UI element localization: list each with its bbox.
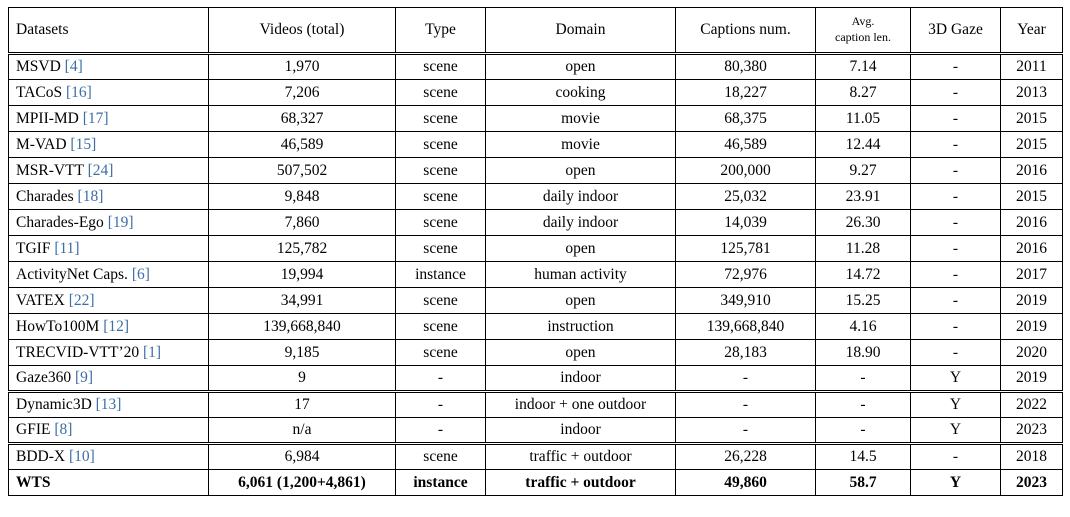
domain-cell: open (486, 340, 676, 366)
videos-cell: 9,185 (209, 340, 396, 366)
citation-link[interactable]: [6] (131, 265, 150, 283)
dataset-name: TGIF (16, 239, 51, 257)
dataset-name: BDD-X (16, 448, 66, 465)
type-cell: scene (396, 444, 486, 470)
citation-link[interactable]: [4] (64, 58, 83, 75)
avg-len-cell: 14.72 (816, 262, 911, 288)
videos-cell: 68,327 (209, 106, 396, 132)
videos-cell: 17 (209, 392, 396, 418)
gaze-cell: - (911, 236, 1001, 262)
domain-cell: traffic + outdoor (486, 444, 676, 470)
dataset-name-cell (9, 106, 209, 132)
year-cell: 2023 (1001, 418, 1063, 444)
gaze-cell: - (911, 184, 1001, 210)
type-cell: instance (396, 470, 486, 496)
column-header-domain: Domain (486, 8, 676, 54)
domain-cell: movie (486, 132, 676, 158)
videos-cell: 46,589 (209, 132, 396, 158)
dataset-name-cell (9, 262, 209, 288)
gaze-cell: Y (911, 366, 1001, 392)
dataset-name: MPII-MD (16, 109, 79, 127)
table-row (9, 470, 1063, 496)
year-cell: 2015 (1001, 184, 1063, 210)
dataset-name: MSVD (16, 58, 61, 75)
avg-len-cell: - (816, 366, 911, 392)
year-cell: 2016 (1001, 236, 1063, 262)
type-cell: - (396, 392, 486, 418)
type-cell: scene (396, 314, 486, 340)
citation-link[interactable]: [15] (70, 135, 97, 153)
avg-len-cell: 58.7 (816, 470, 911, 496)
citation-link[interactable]: [18] (77, 187, 104, 205)
dataset-name-cell (9, 366, 209, 392)
type-cell: scene (396, 158, 486, 184)
gaze-cell: Y (911, 470, 1001, 496)
type-cell: scene (396, 54, 486, 80)
domain-cell: cooking (486, 80, 676, 106)
captions-cell: 139,668,840 (676, 314, 816, 340)
avg-len-cell: - (816, 418, 911, 444)
captions-cell: 28,183 (676, 340, 816, 366)
domain-cell: daily indoor (486, 184, 676, 210)
domain-cell: indoor (486, 418, 676, 444)
dataset-name: M-VAD (16, 135, 67, 153)
avg-len-cell: 23.91 (816, 184, 911, 210)
gaze-cell: - (911, 314, 1001, 340)
videos-cell: 34,991 (209, 288, 396, 314)
videos-cell: 1,970 (209, 54, 396, 80)
citation-link[interactable]: [12] (103, 317, 130, 335)
dataset-name: MSR-VTT (16, 161, 84, 179)
avg-len-cell: 7.14 (816, 54, 911, 80)
captions-cell: - (676, 418, 816, 444)
year-cell: 2019 (1001, 366, 1063, 392)
citation-link[interactable]: [9] (74, 369, 94, 386)
citation-link[interactable]: [11] (54, 239, 80, 257)
avg-len-cell: 12.44 (816, 132, 911, 158)
dataset-name-cell (9, 288, 209, 314)
avg-len-cell: 4.16 (816, 314, 911, 340)
dataset-name-cell (9, 470, 209, 496)
domain-cell: indoor + one outdoor (486, 392, 676, 418)
dataset-name-cell (9, 444, 209, 470)
column-header-captions: Captions num. (676, 8, 816, 54)
gaze-cell: - (911, 210, 1001, 236)
dataset-name-cell (9, 418, 209, 444)
column-header-3d-gaze: 3D Gaze (911, 8, 1001, 54)
type-cell: instance (396, 262, 486, 288)
domain-cell: movie (486, 106, 676, 132)
domain-cell: indoor (486, 366, 676, 392)
dataset-name: TACoS (16, 83, 63, 101)
gaze-cell: Y (911, 418, 1001, 444)
avg-len-cell: 26.30 (816, 210, 911, 236)
table-row (9, 236, 1063, 262)
videos-cell: 19,994 (209, 262, 396, 288)
year-cell: 2011 (1001, 54, 1063, 80)
videos-cell: n/a (209, 418, 396, 444)
captions-cell: 125,781 (676, 236, 816, 262)
videos-cell: 507,502 (209, 158, 396, 184)
year-cell: 2017 (1001, 262, 1063, 288)
captions-cell: 49,860 (676, 470, 816, 496)
year-cell: 2015 (1001, 132, 1063, 158)
year-cell: 2022 (1001, 392, 1063, 418)
avg-header-line2: caption len. (835, 30, 891, 44)
dataset-name-cell (9, 210, 209, 236)
year-cell: 2019 (1001, 314, 1063, 340)
table-row (9, 262, 1063, 288)
table-row (9, 54, 1063, 80)
dataset-name: Charades (16, 187, 74, 205)
domain-cell: open (486, 236, 676, 262)
avg-len-cell: 15.25 (816, 288, 911, 314)
gaze-cell: - (911, 80, 1001, 106)
type-cell: scene (396, 184, 486, 210)
citation-link[interactable]: [10] (68, 448, 95, 465)
year-cell: 2015 (1001, 106, 1063, 132)
avg-len-cell: 14.5 (816, 444, 911, 470)
videos-cell: 125,782 (209, 236, 396, 262)
captions-cell: 18,227 (676, 80, 816, 106)
column-header-videos: Videos (total) (209, 8, 396, 54)
table-row (9, 132, 1063, 158)
year-cell: 2018 (1001, 444, 1063, 470)
dataset-name-cell (9, 158, 209, 184)
dataset-name-cell (9, 340, 209, 366)
dataset-name-cell (9, 314, 209, 340)
table-row (9, 106, 1063, 132)
citation-link[interactable]: [24] (87, 161, 114, 179)
avg-len-cell: 11.28 (816, 236, 911, 262)
dataset-name-cell (9, 54, 209, 80)
table-row (9, 392, 1063, 418)
domain-cell: traffic + outdoor (486, 470, 676, 496)
videos-cell: 9 (209, 366, 396, 392)
avg-len-cell: - (816, 392, 911, 418)
domain-cell: daily indoor (486, 210, 676, 236)
videos-cell: 9,848 (209, 184, 396, 210)
column-header-datasets: Datasets (9, 8, 209, 54)
dataset-name: Dynamic3D (16, 396, 92, 413)
type-cell: scene (396, 210, 486, 236)
citation-link[interactable]: [22] (68, 291, 95, 309)
avg-len-cell: 18.90 (816, 340, 911, 366)
citation-link[interactable]: [1] (143, 343, 162, 361)
column-header-type: Type (396, 8, 486, 54)
avg-len-cell: 11.05 (816, 106, 911, 132)
type-cell: scene (396, 236, 486, 262)
captions-cell: 14,039 (676, 210, 816, 236)
table-row (9, 444, 1063, 470)
domain-cell: open (486, 158, 676, 184)
dataset-name: HowTo100M (16, 317, 100, 335)
table-row (9, 210, 1063, 236)
table-row (9, 366, 1063, 392)
captions-cell: 25,032 (676, 184, 816, 210)
avg-len-cell: 8.27 (816, 80, 911, 106)
table-row (9, 288, 1063, 314)
captions-cell: 26,228 (676, 444, 816, 470)
captions-cell: 80,380 (676, 54, 816, 80)
captions-cell: - (676, 366, 816, 392)
gaze-cell: - (911, 54, 1001, 80)
gaze-cell: - (911, 288, 1001, 314)
table-row (9, 314, 1063, 340)
videos-cell: 139,668,840 (209, 314, 396, 340)
type-cell: scene (396, 80, 486, 106)
dataset-name: Charades-Ego (16, 213, 104, 231)
citation-link[interactable]: [8] (54, 421, 73, 438)
gaze-cell: - (911, 340, 1001, 366)
table-row (9, 340, 1063, 366)
citation-link[interactable]: [16] (66, 83, 92, 101)
table-row (9, 80, 1063, 106)
domain-cell: instruction (486, 314, 676, 340)
dataset-name-cell (9, 392, 209, 418)
column-header-year: Year (1001, 8, 1063, 54)
type-cell: scene (396, 288, 486, 314)
table-body (9, 54, 1063, 496)
domain-cell: open (486, 288, 676, 314)
gaze-cell: - (911, 262, 1001, 288)
type-cell: scene (396, 132, 486, 158)
gaze-cell: - (911, 158, 1001, 184)
year-cell: 2023 (1001, 470, 1063, 496)
dataset-name: VATEX (16, 291, 65, 309)
table-row (9, 418, 1063, 444)
captions-cell: 68,375 (676, 106, 816, 132)
videos-cell: 6,061 (1,200+4,861) (209, 470, 396, 496)
dataset-name-cell (9, 80, 209, 106)
year-cell: 2020 (1001, 340, 1063, 366)
videos-cell: 6,984 (209, 444, 396, 470)
header-row (9, 8, 1063, 54)
captions-cell: 46,589 (676, 132, 816, 158)
type-cell: - (396, 366, 486, 392)
citation-link[interactable]: [19] (107, 213, 134, 231)
gaze-cell: - (911, 132, 1001, 158)
dataset-name-cell (9, 184, 209, 210)
avg-header-line1: Avg. (851, 14, 875, 29)
citation-link[interactable]: [17] (82, 109, 109, 127)
table-row (9, 158, 1063, 184)
dataset-name: ActivityNet Caps. (16, 265, 128, 283)
gaze-cell: - (911, 106, 1001, 132)
table-row (9, 184, 1063, 210)
domain-cell: open (486, 54, 676, 80)
gaze-cell: Y (911, 392, 1001, 418)
captions-cell: 349,910 (676, 288, 816, 314)
dataset-name: TRECVID-VTT’20 (16, 343, 140, 361)
datasets-comparison-table (8, 7, 1063, 496)
type-cell: scene (396, 106, 486, 132)
year-cell: 2016 (1001, 158, 1063, 184)
dataset-name: Gaze360 (16, 369, 72, 386)
year-cell: 2013 (1001, 80, 1063, 106)
dataset-name: WTS (16, 473, 51, 491)
dataset-name-cell (9, 236, 209, 262)
captions-cell: 200,000 (676, 158, 816, 184)
captions-cell: 72,976 (676, 262, 816, 288)
type-cell: scene (396, 340, 486, 366)
videos-cell: 7,860 (209, 210, 396, 236)
column-header-avg-caption-len (816, 8, 911, 54)
dataset-name-cell (9, 132, 209, 158)
dataset-name: GFIE (16, 421, 51, 438)
year-cell: 2016 (1001, 210, 1063, 236)
videos-cell: 7,206 (209, 80, 396, 106)
domain-cell: human activity (486, 262, 676, 288)
type-cell: - (396, 418, 486, 444)
gaze-cell: - (911, 444, 1001, 470)
captions-cell: - (676, 392, 816, 418)
avg-len-cell: 9.27 (816, 158, 911, 184)
citation-link[interactable]: [13] (95, 396, 122, 413)
year-cell: 2019 (1001, 288, 1063, 314)
